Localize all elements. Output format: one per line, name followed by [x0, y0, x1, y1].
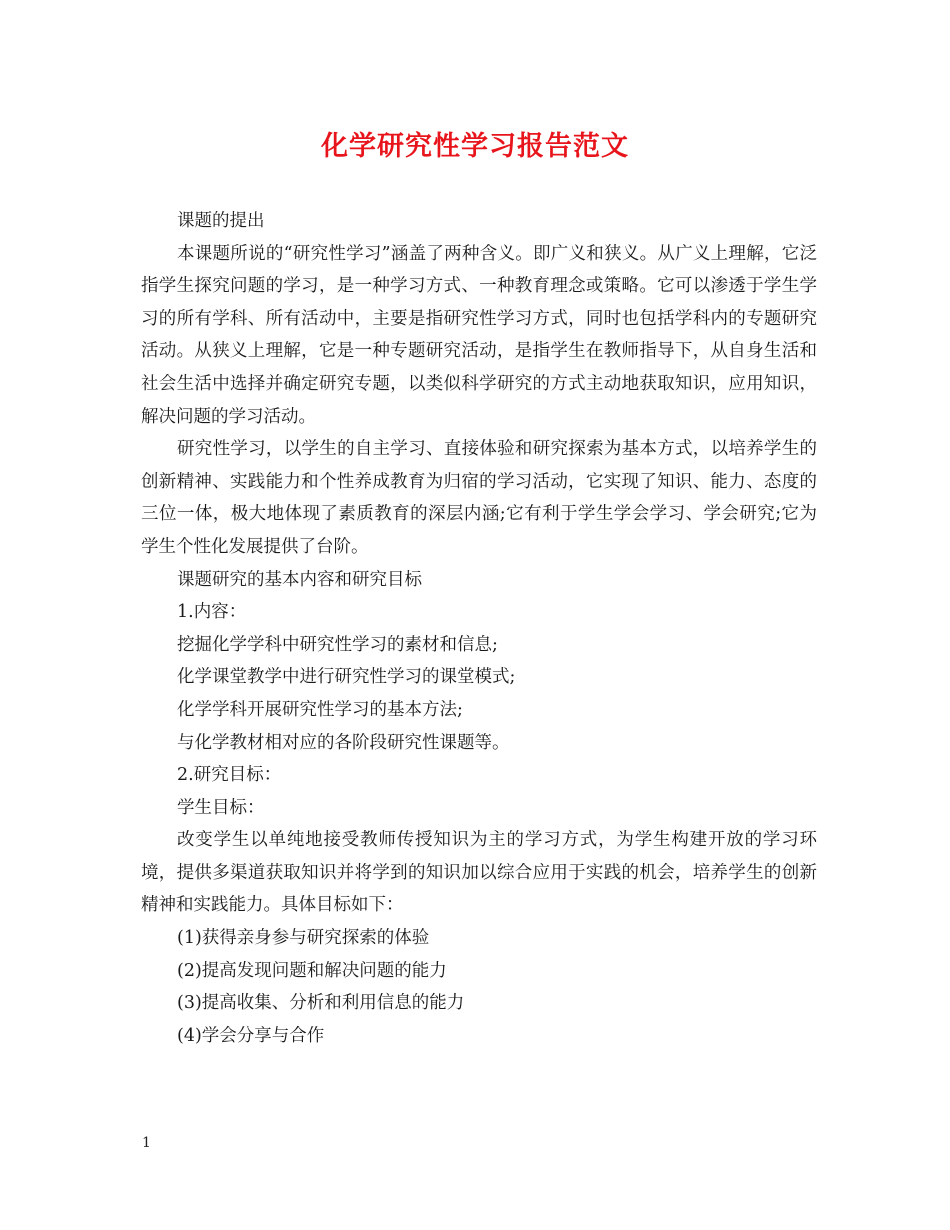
paragraph-definition: 本课题所说的“研究性学习”涵盖了两种含义。即广义和狭义。从广义上理解，它泛指学生探究问题的学习，是一种学习方式、一种教育理念或策略。它可以渗透于学生学习的所有学科、所有活动中，主要是指研究性学习方式，同时也包括学科内的专题研究活动。从狭义上理解，它是一种专题研究活动，是指学生在教师指导下，从自身生活和社会生活中选择并确定研究专题，以类似科学研究的方式主动地获取知识，应用知识，解决问题的学习活动。 [141, 243, 817, 427]
goal-item-3: (3)提高收集、分析和利用信息的能力 [177, 993, 465, 1014]
content-item-3: 化学学科开展研究性学习的基本方法; [177, 699, 463, 720]
section-heading-topic: 课题的提出 [177, 211, 265, 231]
paragraph-research-learning: 研究性学习，以学生的自主学习、直接体验和研究探索为基本方式，以培养学生的创新精神、实践能力和个性养成教育为归宿的学习活动，它实现了知识、能力、态度的三位一体，极大地体现了素质教育的深层内涵;它有利于学生学会学习、学会研究;它为学生个性化发展提供了台阶。 [141, 439, 817, 557]
subheading-goals: 2.研究目标： [177, 765, 282, 786]
goal-item-4: (4)学会分享与合作 [177, 1025, 325, 1046]
subheading-content: 1.内容： [177, 602, 247, 623]
goal-item-2: (2)提高发现问题和解决问题的能力 [177, 960, 447, 981]
subheading-student-goals: 学生目标： [177, 797, 265, 818]
paragraph-student-goals: 改变学生以单纯地接受教师传授知识为主的学习方式，为学生构建开放的学习环境，提供多渠道获取知识并将学到的知识加以综合应用于实践的机会，培养学生的创新精神和实践能力。具体目标如下： [141, 830, 817, 916]
section-heading-content-goals: 课题研究的基本内容和研究目标 [177, 569, 422, 590]
goal-item-1: (1)获得亲身参与研究探索的体验 [177, 928, 430, 949]
content-item-4: 与化学教材相对应的各阶段研究性课题等。 [177, 732, 510, 753]
document-title: 化学研究性学习报告范文 [321, 131, 629, 162]
content-item-2: 化学课堂教学中进行研究性学习的课堂模式; [177, 667, 516, 688]
page-number: 1 [142, 1135, 151, 1151]
content-item-1: 挖掘化学学科中研究性学习的素材和信息; [177, 634, 498, 655]
document-body [141, 205, 817, 1052]
